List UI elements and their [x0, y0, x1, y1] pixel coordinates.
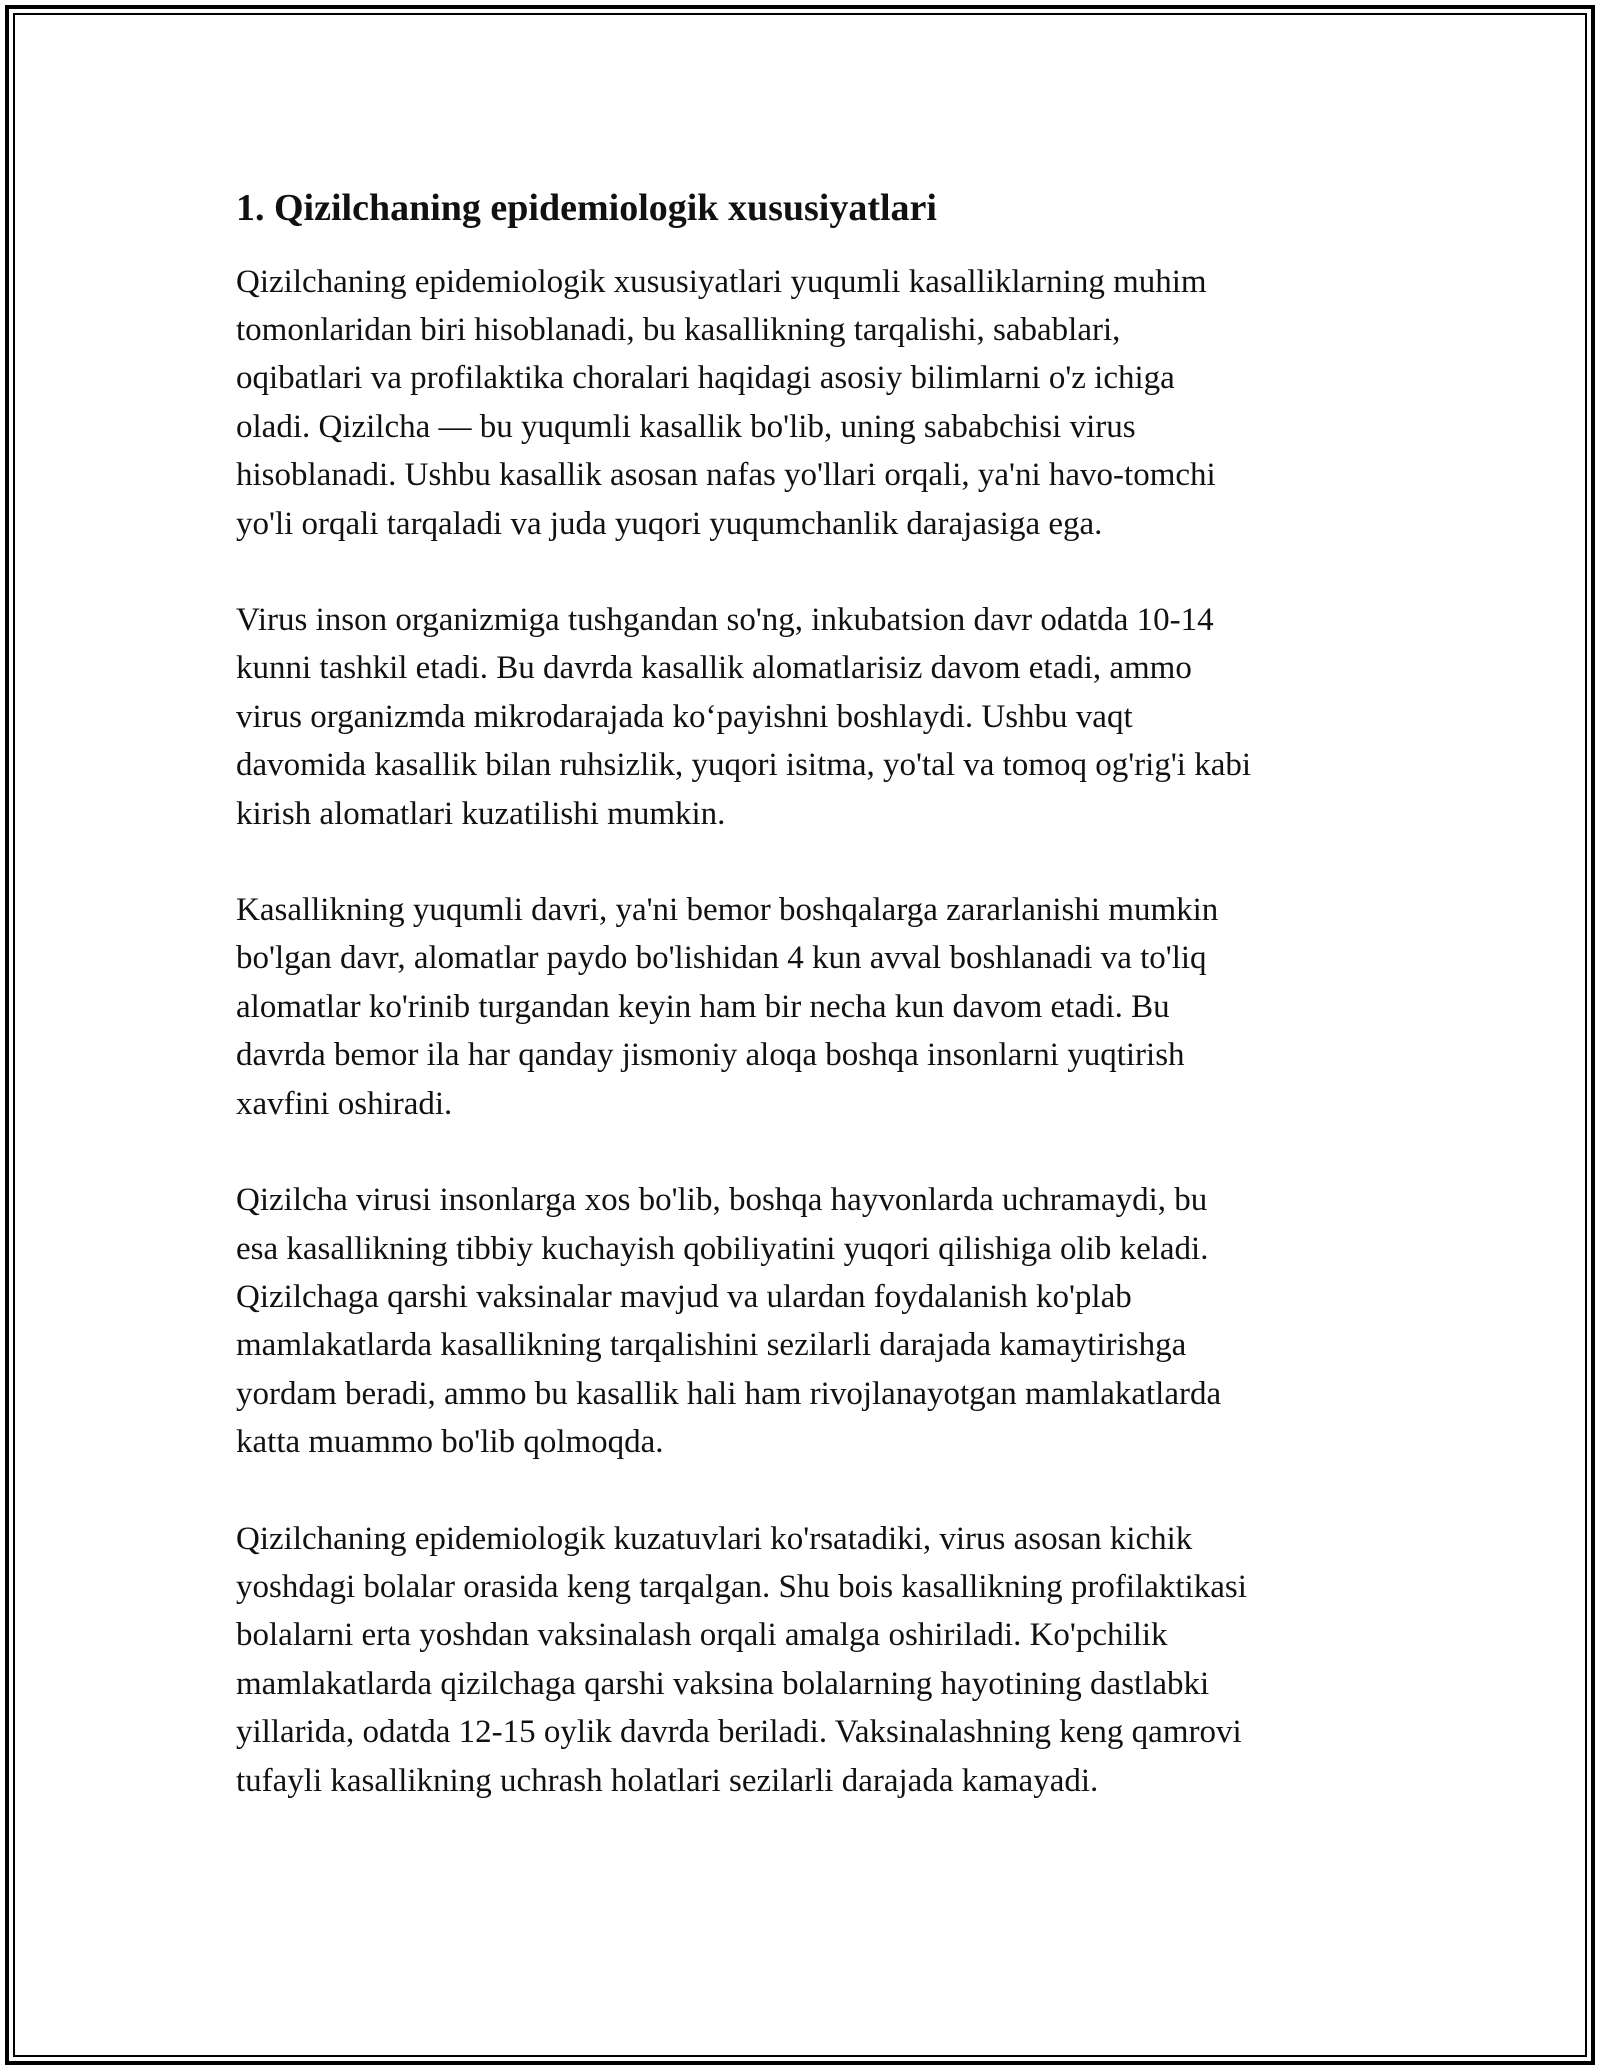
paragraph-5: Qizilchaning epidemiologik kuzatuvlari ko'rsatadiki, virus asosan kichik yoshdagi bolalar orasida keng tarqalgan. Shu bois kasallikning profilaktikasi bolalarni erta yoshdan vaksinalash orqali amalga oshiriladi. Ko'pchilik mamlakatlarda qizilchaga qarshi vaksina bolalarning hayotining dastlabki yillarida, odatda 12-15 oylik davrda beriladi. Vaksinalashning keng qamrovi tufayli kasallikning uchrash holatlari sezilarli darajada kamayadi. — [236, 1520, 1247, 1799]
section-heading: 1. Qizilchaning epidemiologik xususiyatlari — [236, 187, 937, 229]
document-body — [236, 186, 1376, 1853]
paragraph-2: Virus inson organizmiga tushgandan so'ng, inkubatsion davr odatda 10-14 kunni tashkil etadi. Bu davrda kasallik alomatlarisiz davom etadi, ammo virus organizmda mikrodarajada ko‘payishni boshlaydi. Ushbu vaqt davomida kasallik bilan ruhsizlik, yuqori isitma, yo'tal va tomoq og'rig'i kabi kirish alomatlari kuzatilishi mumkin. — [236, 602, 1252, 832]
paragraph-1: Qizilchaning epidemiologik xususiyatlari yuqumli kasalliklarning muhim tomonlaridan biri hisoblanadi, bu kasallikning tarqalishi, sabablari, oqibatlari va profilaktika choralari haqidagi asosiy bilimlarni o'z ichiga oladi. Qizilcha — bu yuqumli kasallik bo'lib, uning sababchisi virus hisoblanadi. Ushbu kasallik asosan nafas yo'llari orqali, ya'ni havo-tomchi yo'li orqali tarqaladi va juda yuqori yuqumchanlik darajasiga ega. — [236, 263, 1216, 542]
paragraph-4: Qizilcha virusi insonlarga xos bo'lib, boshqa hayvonlarda uchramaydi, bu esa kasallikning tibbiy kuchayish qobiliyatini yuqori qilishiga olib keladi. Qizilchaga qarshi vaksinalar mavjud va ulardan foydalanish ko'plab mamlakatlarda kasallikning tarqalishini sezilarli darajada kamaytirishga yordam beradi, ammo bu kasallik hali ham rivojlanayotgan mamlakatlarda katta muammo bo'lib qolmoqda. — [236, 1182, 1222, 1461]
paragraph-3: Kasallikning yuqumli davri, ya'ni bemor boshqalarga zararlanishi mumkin bo'lgan davr, alomatlar paydo bo'lishidan 4 kun avval boshlanadi va to'liq alomatlar ko'rinib turgandan keyin ham bir necha kun davom etadi. Bu davrda bemor ila har qanday jismoniy aloqa boshqa insonlarni yuqtirish xavfini oshiradi. — [236, 892, 1219, 1122]
